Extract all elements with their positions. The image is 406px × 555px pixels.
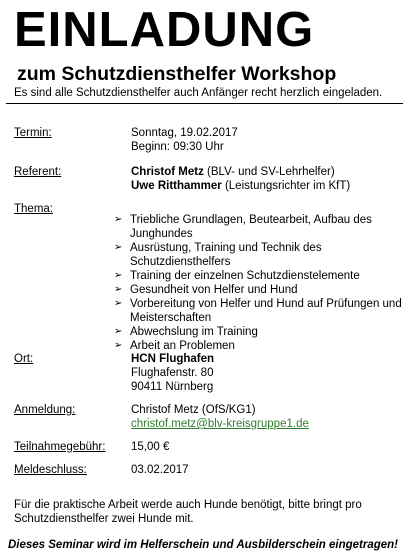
- topic-text: Gesundheit von Helfer und Hund: [130, 284, 298, 296]
- page-subtitle: zum Schutzdiensthelfer Workshop: [17, 63, 337, 85]
- meldeschluss-label: Meldeschluss:: [14, 464, 87, 476]
- arrow-bullet-icon: ➢: [114, 340, 123, 351]
- ort-city: 90411 Nürnberg: [131, 381, 214, 393]
- topic-item: [113, 269, 403, 283]
- divider: [6, 103, 403, 104]
- termin-label: Termin:: [14, 127, 52, 139]
- referent-2-name: Uwe Ritthammer: [131, 180, 222, 192]
- topic-text: Triebliche Grundlagen, Beutearbeit, Aufbau des Junghundes: [130, 214, 372, 240]
- arrow-bullet-icon: ➢: [114, 270, 123, 281]
- page-title: EINLADUNG: [14, 3, 315, 57]
- meldeschluss-value: 03.02.2017: [131, 464, 189, 476]
- arrow-bullet-icon: ➢: [114, 284, 123, 295]
- gebuehr-label: Teilnahmegebühr:: [14, 441, 106, 453]
- termin-date: Sonntag, 19.02.2017: [131, 127, 238, 139]
- topic-list: [113, 213, 403, 353]
- footer-text: Dieses Seminar wird im Helferschein und Ausbilderschein eingetragen!: [7, 539, 399, 551]
- ort-street: Flughafenstr. 80: [131, 367, 214, 379]
- arrow-bullet-icon: ➢: [114, 242, 123, 253]
- termin-time: Beginn: 09:30 Uhr: [131, 141, 224, 153]
- note-text: Für die praktische Arbeit werde auch Hunde benötigt, bitte bringt pro Schutzdiensthelfer zwei Hunde mit.: [14, 499, 362, 525]
- topic-item: [113, 283, 403, 297]
- arrow-bullet-icon: ➢: [114, 326, 123, 337]
- termin-value: [131, 126, 238, 154]
- ort-label: Ort:: [14, 353, 34, 365]
- topic-item: [113, 213, 403, 241]
- referent-value: [131, 165, 350, 193]
- referent-2: [131, 179, 350, 193]
- ort-value: [131, 352, 214, 394]
- anmeldung-email-link[interactable]: christof.metz@blv-kreisgruppe1.de: [131, 418, 309, 430]
- referent-2-role: (Leistungsrichter im KfT): [221, 180, 351, 192]
- anmeldung-label: Anmeldung:: [14, 404, 76, 416]
- referent-label: Referent:: [14, 166, 62, 178]
- referent-1-name: Christof Metz: [131, 166, 204, 178]
- referent-1: [131, 165, 350, 179]
- ort-name: HCN Flughafen: [131, 353, 215, 365]
- topic-item: [113, 325, 403, 339]
- topic-text: Ausrüstung, Training und Technik des Schutzdiensthelfers: [130, 242, 322, 268]
- topic-item: [113, 241, 403, 269]
- topic-text: Vorbereitung von Helfer und Hund auf Prüfungen und Meisterschaften: [130, 298, 402, 324]
- topic-text: Abwechslung im Training: [130, 326, 258, 338]
- referent-1-role: (BLV- und SV-Lehrhelfer): [203, 166, 335, 178]
- arrow-bullet-icon: ➢: [114, 298, 123, 309]
- intro-text: Es sind alle Schutzdiensthelfer auch Anfänger recht herzlich eingeladen.: [14, 87, 383, 99]
- anmeldung-value: [131, 403, 309, 431]
- topic-text: Training der einzelnen Schutzdienstelemente: [130, 270, 360, 282]
- anmeldung-name: Christof Metz (OfS/KG1): [131, 404, 256, 416]
- arrow-bullet-icon: ➢: [114, 214, 123, 225]
- topic-text: Arbeit an Problemen: [130, 340, 235, 352]
- topic-item: [113, 297, 403, 325]
- gebuehr-value: 15,00 €: [131, 441, 170, 453]
- topic-item: [113, 339, 403, 353]
- thema-label: Thema:: [14, 203, 53, 215]
